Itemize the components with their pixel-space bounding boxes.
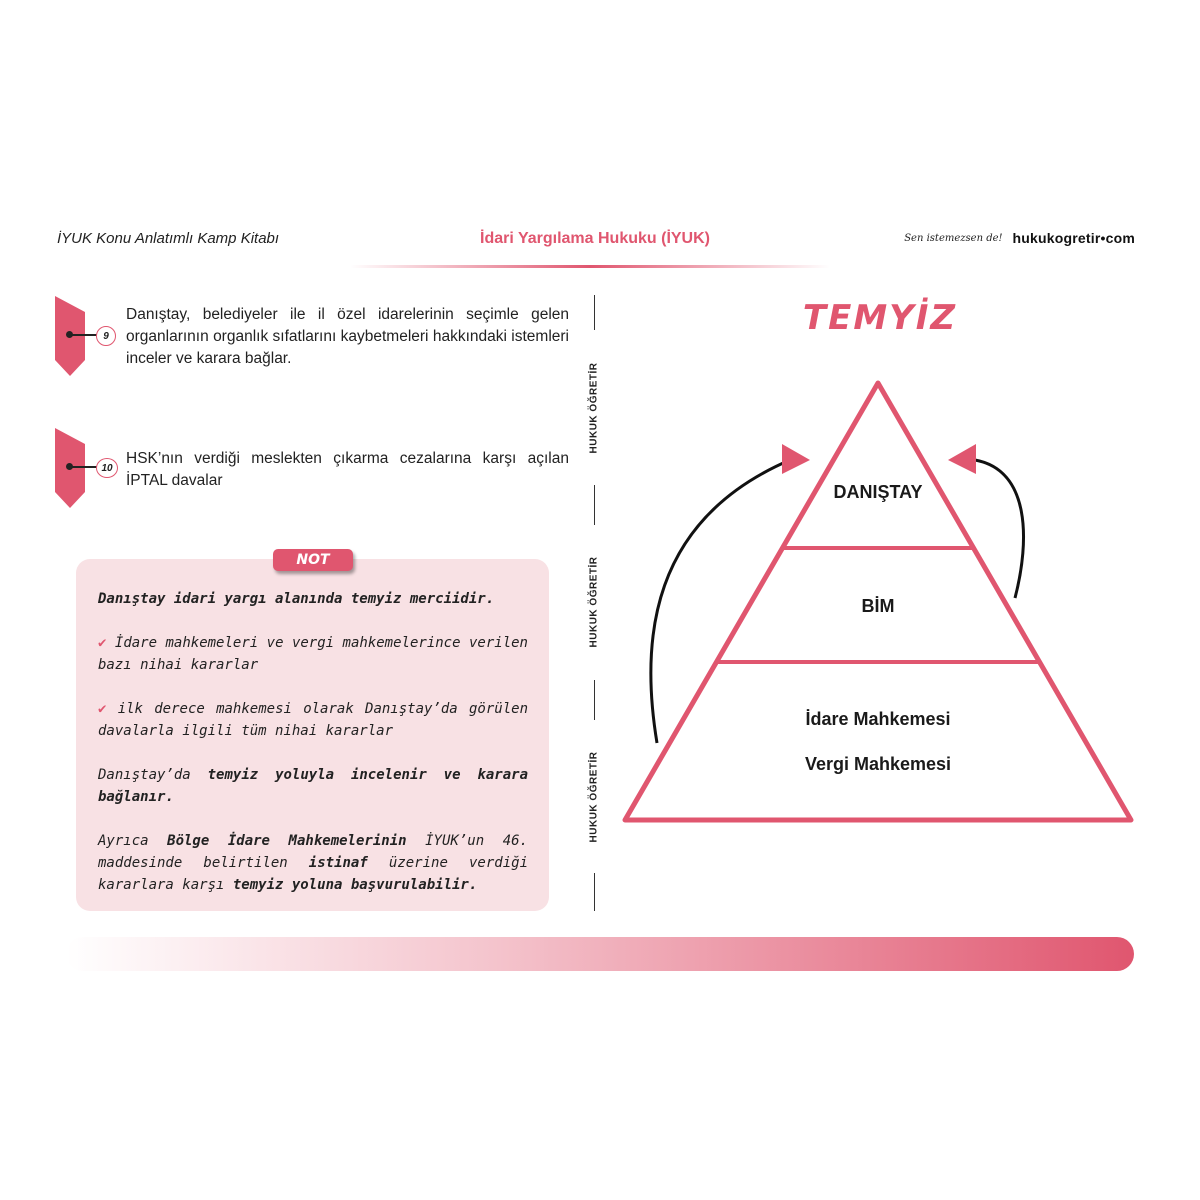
arrowhead-left-icon xyxy=(782,444,810,474)
note-tag: NOT xyxy=(273,549,353,571)
arrowhead-right-icon xyxy=(948,444,976,474)
brand-site: hukukogretir•com xyxy=(1012,230,1135,246)
level-danistay: DANIŞTAY xyxy=(833,482,923,502)
note-content xyxy=(98,588,528,918)
separator-line xyxy=(594,873,595,911)
note-paragraph: Danıştay’da temyiz yoluyla incelenir ve karara bağlanır. xyxy=(98,767,528,805)
section-title: İdari Yargılama Hukuku (İYUK) xyxy=(480,230,710,247)
header-divider xyxy=(350,265,830,268)
footer-bar xyxy=(66,937,1134,971)
note-check-item xyxy=(98,698,528,742)
note-check-text: İdare mahkemeleri ve vergi mahkemelerince verilen bazı nihai kararlar xyxy=(98,635,528,673)
diagram-title: TEMYİZ xyxy=(802,298,958,338)
check-icon: ✔ xyxy=(98,701,107,717)
separator-line xyxy=(594,485,595,525)
note-heading: Danıştay idari yargı alanında temyiz merciidir. xyxy=(98,591,495,607)
check-icon: ✔ xyxy=(98,635,107,651)
note-check-item xyxy=(98,632,528,676)
level-idare-mahkemesi: İdare Mahkemesi xyxy=(805,709,951,729)
level-bim: BİM xyxy=(861,596,895,616)
level-vergi-mahkemesi: Vergi Mahkemesi xyxy=(804,754,952,774)
note-paragraph: Ayrıca Bölge İdare Mahkemelerinin İYUK’un 46. maddesinde belirtilen istinaf üzerine verdiği kararlara karşı temyiz yoluna başvurulabilir. xyxy=(98,833,528,893)
appeal-arrow-right-line xyxy=(975,460,1024,598)
separator-line xyxy=(594,680,595,720)
item-number-10: 10 xyxy=(96,458,118,478)
watermark-text: HUKUK ÖĞRETİR xyxy=(588,751,600,843)
item-text-9: Danıştay, belediyeler ile il özel idarelerinin seçimle gelen organlarının organlık sıfatlarını kaybetmeleri hakkındaki istemleri inceler ve karara bağlar. xyxy=(126,306,569,367)
book-title: İYUK Konu Anlatımlı Kamp Kitabı xyxy=(57,230,280,247)
watermark-text: HUKUK ÖĞRETİR xyxy=(588,556,600,648)
item-text-10: HSK’nın verdiği meslekten çıkarma cezalarına karşı açılan İPTAL davalar xyxy=(126,450,569,489)
brand-slogan: Sen istemezsen de! xyxy=(904,232,1003,244)
note-check-text: ilk derece mahkemesi olarak Danıştay’da görülen davalarla ilgili tüm nihai kararlar xyxy=(98,701,528,739)
watermark-text: HUKUK ÖĞRETİR xyxy=(588,362,600,454)
marker-dot xyxy=(66,331,73,338)
marker-dot xyxy=(66,463,73,470)
separator-line xyxy=(594,295,595,330)
item-number-9: 9 xyxy=(96,326,116,346)
brand xyxy=(904,230,1135,246)
